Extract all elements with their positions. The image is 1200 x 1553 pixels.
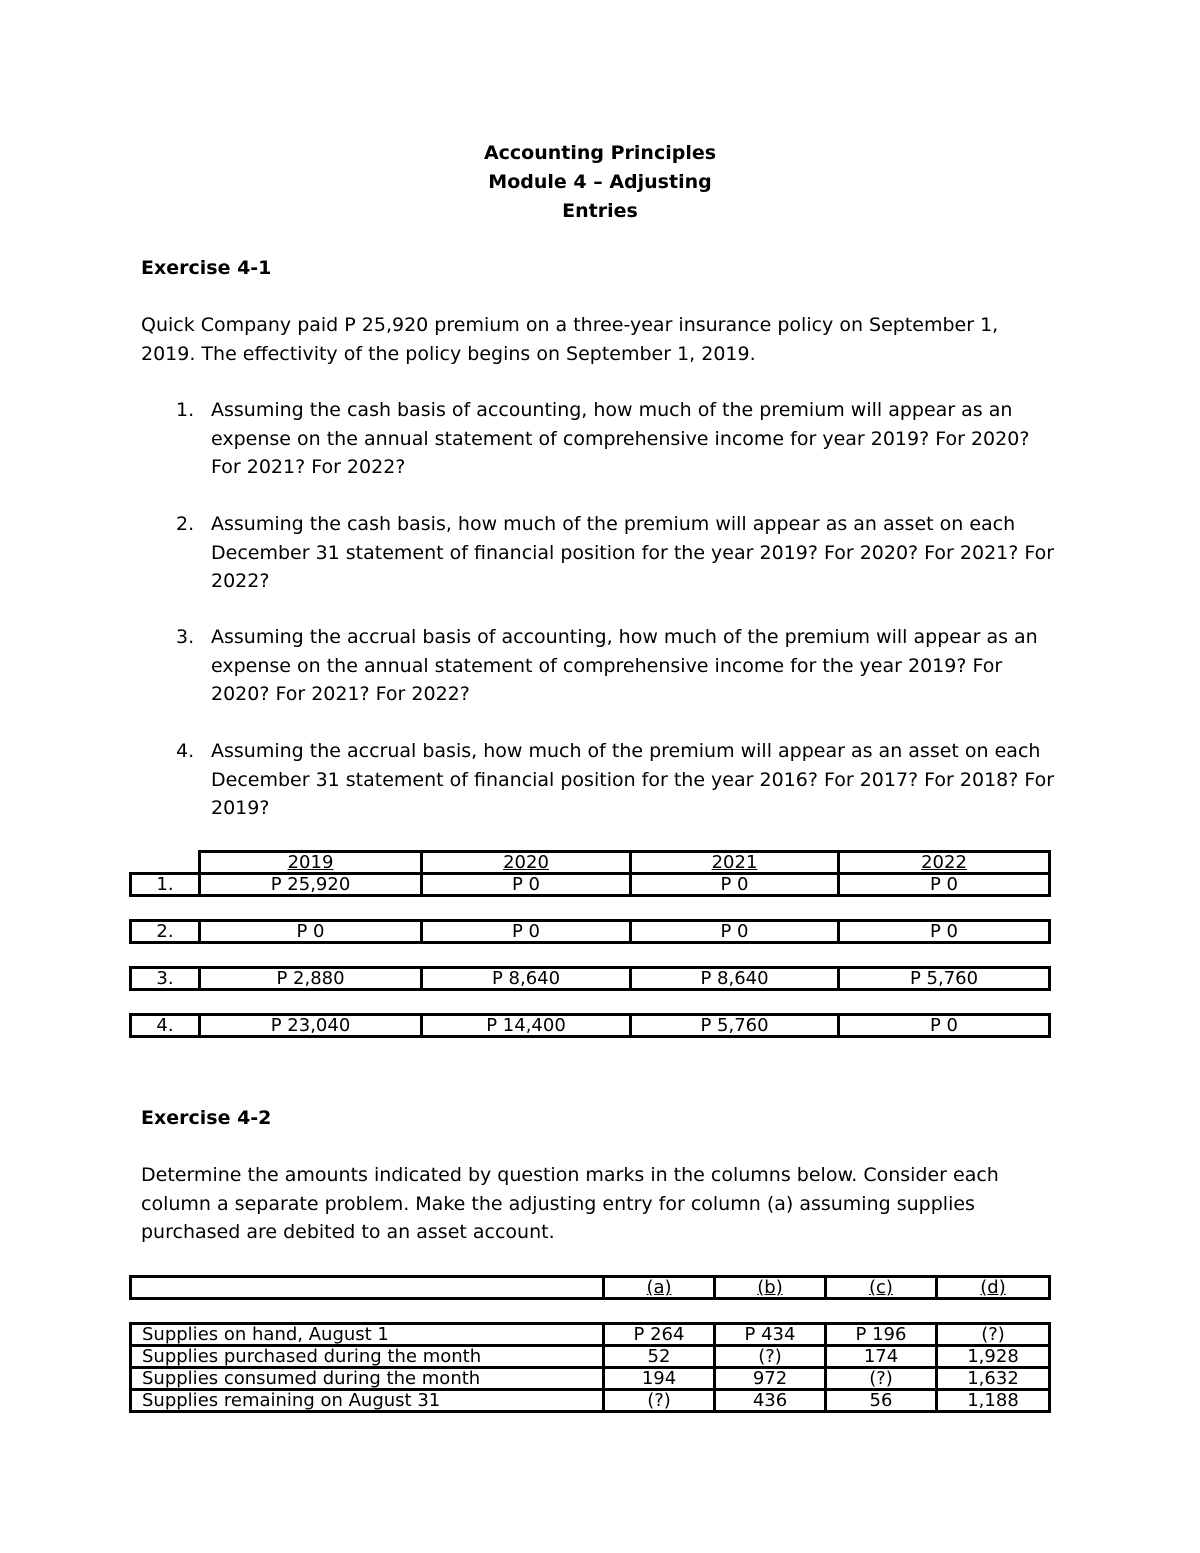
table-cell: P 8,640 bbox=[631, 968, 839, 990]
row-label: Supplies purchased during the month bbox=[131, 1346, 604, 1368]
question-text: Assuming the cash basis, how much of the premium will appear as an asset on each December 31 statement of financial position for the year 2019? For 2020? For 2021? For 2022? bbox=[211, 513, 1055, 592]
exercise-4-2-supplies-table bbox=[129, 1275, 1051, 1413]
question-3 bbox=[176, 623, 1056, 709]
spacer bbox=[131, 896, 1050, 921]
row-label: Supplies on hand, August 1 bbox=[131, 1324, 604, 1346]
table-row bbox=[131, 968, 1050, 990]
table-row bbox=[131, 1015, 1050, 1037]
table-row bbox=[131, 1346, 1050, 1368]
table-cell: P 8,640 bbox=[422, 968, 631, 990]
table-cell: (?) bbox=[937, 1324, 1050, 1346]
table-cell: P 0 bbox=[839, 874, 1050, 896]
table-cell: P 0 bbox=[631, 874, 839, 896]
question-1 bbox=[176, 396, 1056, 482]
exercise-4-1-intro bbox=[141, 311, 1061, 368]
table-cell: 194 bbox=[604, 1368, 715, 1390]
table-cell: 1,188 bbox=[937, 1390, 1050, 1412]
question-2 bbox=[176, 510, 1056, 596]
table-cell: 52 bbox=[604, 1346, 715, 1368]
table-cell: 972 bbox=[715, 1368, 826, 1390]
table-cell: P 23,040 bbox=[200, 1015, 422, 1037]
column-header: (a) bbox=[604, 1277, 715, 1299]
empty-header-cell bbox=[131, 1277, 604, 1299]
row-label: 4. bbox=[131, 1015, 200, 1037]
exercise-4-1-answer-table bbox=[129, 850, 1051, 1038]
doc-title-line-3: Entries bbox=[562, 200, 638, 222]
table-cell: 174 bbox=[826, 1346, 937, 1368]
table-cell: P 0 bbox=[631, 921, 839, 943]
exercise-4-2-heading: Exercise 4-2 bbox=[141, 1107, 272, 1129]
table-row bbox=[131, 874, 1050, 896]
table-cell: P 2,880 bbox=[200, 968, 422, 990]
question-text: Assuming the accrual basis, how much of the premium will appear as an asset on each December 31 statement of financial position for the year 2016? For 2017? For 2018? For 2019? bbox=[211, 740, 1055, 819]
year-header: 2022 bbox=[839, 852, 1050, 874]
row-label: 2. bbox=[131, 921, 200, 943]
question-text: Assuming the cash basis of accounting, how much of the premium will appear as an expense on the annual statement of comprehensive income for year 2019? For 2020? For 2021? For 2022? bbox=[211, 399, 1030, 478]
spacer bbox=[131, 990, 1050, 1015]
question-number: 3. bbox=[176, 626, 195, 648]
intro-line: purchased are debited to an asset account. bbox=[141, 1221, 555, 1243]
table-row bbox=[131, 1324, 1050, 1346]
year-header: 2019 bbox=[200, 852, 422, 874]
question-number: 4. bbox=[176, 740, 195, 762]
doc-title-line-1: Accounting Principles bbox=[483, 142, 717, 164]
column-header: (d) bbox=[937, 1277, 1050, 1299]
spacer bbox=[131, 1299, 1050, 1324]
table-cell: (?) bbox=[715, 1346, 826, 1368]
column-header-row bbox=[131, 1277, 1050, 1299]
year-header: 2020 bbox=[422, 852, 631, 874]
table-row bbox=[131, 1390, 1050, 1412]
table-cell: 56 bbox=[826, 1390, 937, 1412]
question-number: 1. bbox=[176, 399, 195, 421]
column-header: (b) bbox=[715, 1277, 826, 1299]
exercise-4-2-intro bbox=[141, 1161, 1061, 1247]
spacer bbox=[131, 943, 1050, 968]
table-cell: P 264 bbox=[604, 1324, 715, 1346]
table-cell: P 14,400 bbox=[422, 1015, 631, 1037]
question-number: 2. bbox=[176, 513, 195, 535]
table-cell: P 5,760 bbox=[631, 1015, 839, 1037]
table-cell: P 0 bbox=[839, 921, 1050, 943]
table-row bbox=[131, 921, 1050, 943]
exercise-4-1-heading: Exercise 4-1 bbox=[141, 257, 272, 279]
table-cell: (?) bbox=[604, 1390, 715, 1412]
row-label: Supplies remaining on August 31 bbox=[131, 1390, 604, 1412]
question-4 bbox=[176, 737, 1056, 823]
spacer-row bbox=[131, 990, 1050, 1015]
table-row bbox=[131, 1368, 1050, 1390]
table-cell: P 0 bbox=[200, 921, 422, 943]
intro-line: Determine the amounts indicated by question marks in the columns below. Consider each bbox=[141, 1164, 999, 1186]
year-header-row bbox=[131, 852, 1050, 874]
table-cell: 1,632 bbox=[937, 1368, 1050, 1390]
year-header: 2021 bbox=[631, 852, 839, 874]
row-label: Supplies consumed during the month bbox=[131, 1368, 604, 1390]
table-cell: 436 bbox=[715, 1390, 826, 1412]
doc-title-line-2: Module 4 – Adjusting bbox=[488, 171, 712, 193]
table-cell: P 0 bbox=[422, 921, 631, 943]
table-cell: P 196 bbox=[826, 1324, 937, 1346]
column-header: (c) bbox=[826, 1277, 937, 1299]
row-label: 3. bbox=[131, 968, 200, 990]
intro-line: column a separate problem. Make the adjusting entry for column (a) assuming supplies bbox=[141, 1192, 975, 1215]
table-cell: P 5,760 bbox=[839, 968, 1050, 990]
empty-corner bbox=[131, 852, 200, 874]
spacer-row bbox=[131, 943, 1050, 968]
question-text: Assuming the accrual basis of accounting, how much of the premium will appear as an expense on the annual statement of comprehensive income for the year 2019? For 2020? For 2021? For 2022? bbox=[211, 626, 1038, 705]
intro-line: 2019. The effectivity of the policy begins on September 1, 2019. bbox=[141, 342, 756, 365]
intro-line: Quick Company paid P 25,920 premium on a three-year insurance policy on September 1, bbox=[141, 314, 999, 336]
table-cell: P 0 bbox=[422, 874, 631, 896]
spacer-row bbox=[131, 1299, 1050, 1324]
table-cell: P 0 bbox=[839, 1015, 1050, 1037]
spacer-row bbox=[131, 896, 1050, 921]
table-cell: P 25,920 bbox=[200, 874, 422, 896]
table-cell: 1,928 bbox=[937, 1346, 1050, 1368]
row-label: 1. bbox=[131, 874, 200, 896]
table-cell: P 434 bbox=[715, 1324, 826, 1346]
table-cell: (?) bbox=[826, 1368, 937, 1390]
